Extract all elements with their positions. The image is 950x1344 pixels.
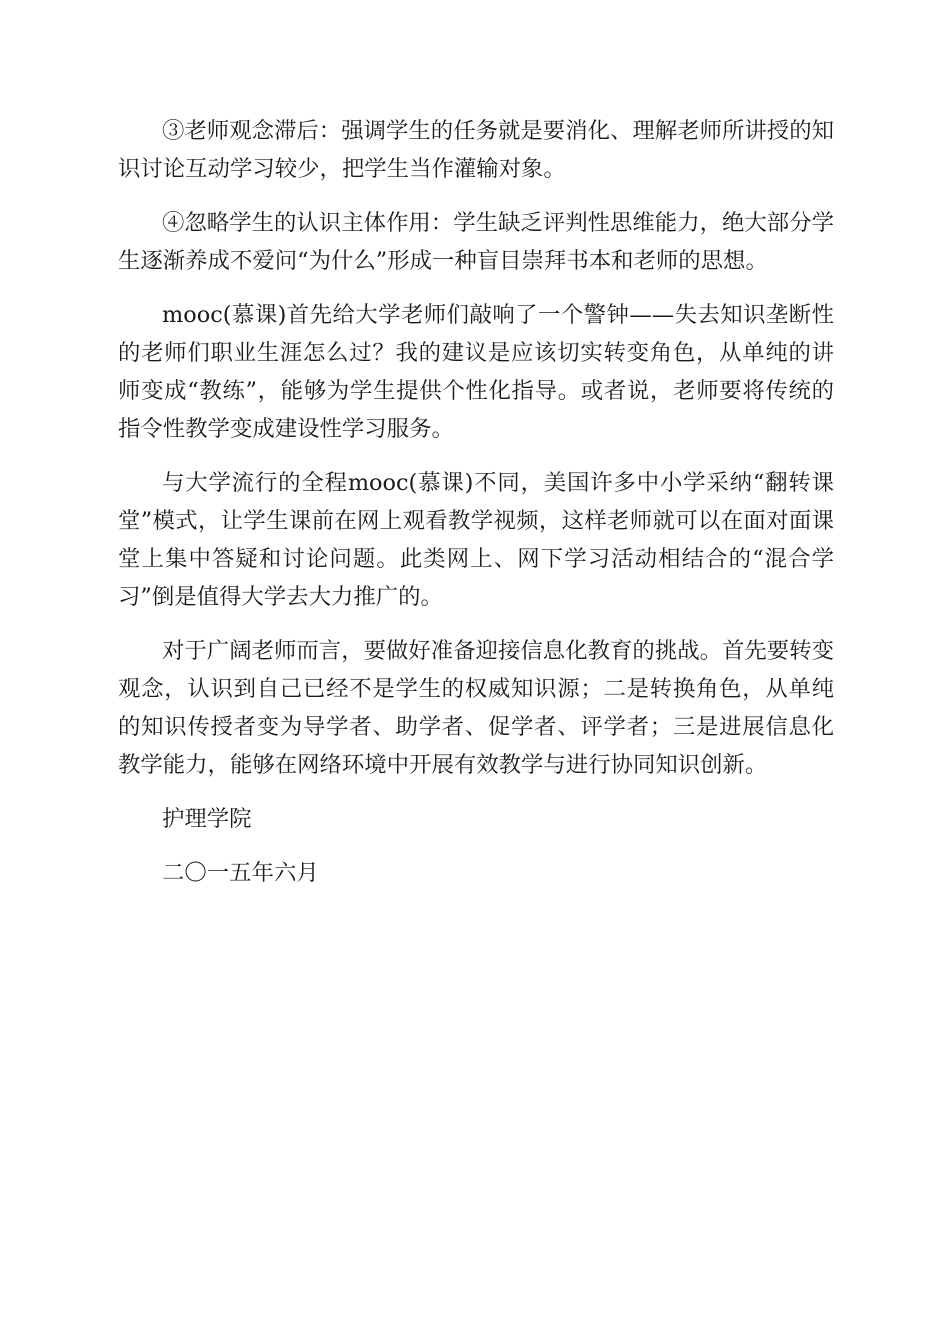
paragraph-teacher-concept-lag: ③老师观念滞后：强调学生的任务就是要消化、理解老师所讲授的知识讨论互动学习较少，把学生当作灌输对象。 [118,118,834,182]
document-body [118,112,834,908]
signature-organization: 护理学院 [162,806,252,832]
paragraph-teacher-preparation: 对于广阔老师而言，要做好准备迎接信息化教育的挑战。首先要转变观念，认识到自己已经不是学生的权威知识源；二是转换角色，从单纯的知识传授者变为导学者、助学者、促学者、评学者；三是进展信息化教学能力，能够在网络环境中开展有效教学与进行协同知识创新。 [118,638,834,778]
paragraph-student-subject-role: ④忽略学生的认识主体作用：学生缺乏评判性思维能力，绝大部分学生逐渐养成不爱问“为什么”形成一种盲目崇拜书本和老师的思想。 [118,210,834,274]
paragraph-flipped-classroom: 与大学流行的全程mooc(慕课)不同，美国许多中小学采纳“翻转课堂”模式，让学生课前在网上观看教学视频，这样老师就可以在面对面课堂上集中答疑和讨论问题。此类网上、网下学习活动相结合的“混合学习”倒是值得大学去大力推广的。 [118,470,834,610]
paragraph-mooc-wake-up-call: mooc(慕课)首先给大学老师们敲响了一个警钟——失去知识垄断性的老师们职业生涯怎么过？我的建议是应该切实转变角色，从单纯的讲师变成“教练”，能够为学生提供个性化指导。或者说，老师要将传统的指令性教学变成建设性学习服务。 [118,302,834,442]
signature-date: 二〇一五年六月 [162,860,319,886]
